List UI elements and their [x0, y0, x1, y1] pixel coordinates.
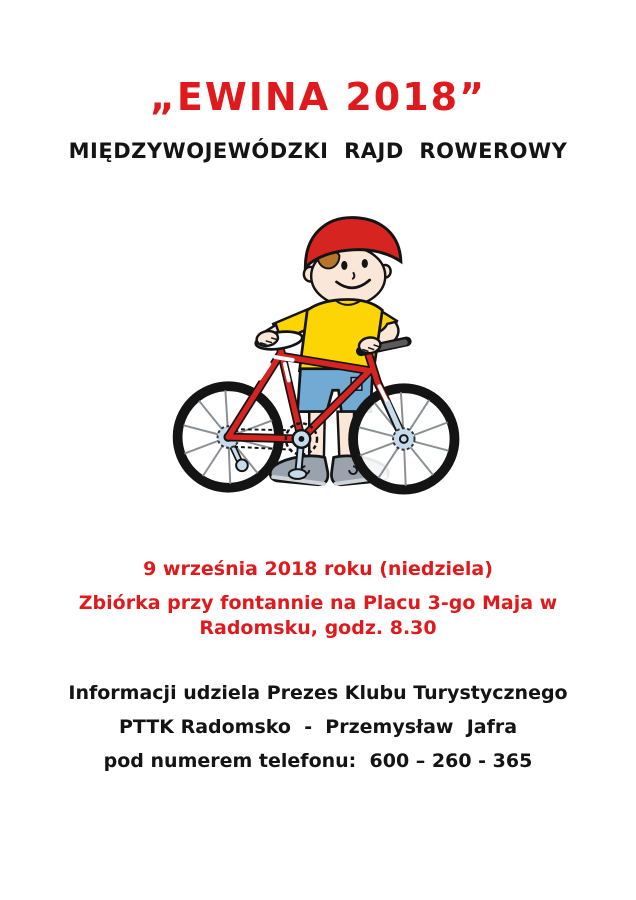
- contact-line-3: pod numerem telefonu: 600 – 260 - 365: [103, 750, 533, 773]
- meeting-info: [0, 591, 636, 641]
- contact-line-1: Informacji udziela Prezes Klubu Turystycznego: [68, 682, 568, 705]
- contact-info: [0, 681, 636, 774]
- meeting-line-1: Zbiórka przy fontannie na Placu 3-go Maja w: [78, 592, 558, 615]
- boy-with-bicycle-icon: [162, 203, 474, 515]
- poster-title: „EWINA 2018”: [149, 75, 487, 119]
- meeting-line-2: Radomsku, godz. 8.30: [199, 617, 437, 640]
- boy-with-bicycle-illustration: [162, 203, 474, 515]
- contact-line-2: PTTK Radomsko - Przemysław Jafra: [118, 716, 518, 739]
- poster-subtitle: MIĘDZYWOJEWÓDZKI RAJD ROWEROWY: [68, 139, 568, 163]
- event-date-line: 9 września 2018 roku (niedziela): [143, 558, 493, 581]
